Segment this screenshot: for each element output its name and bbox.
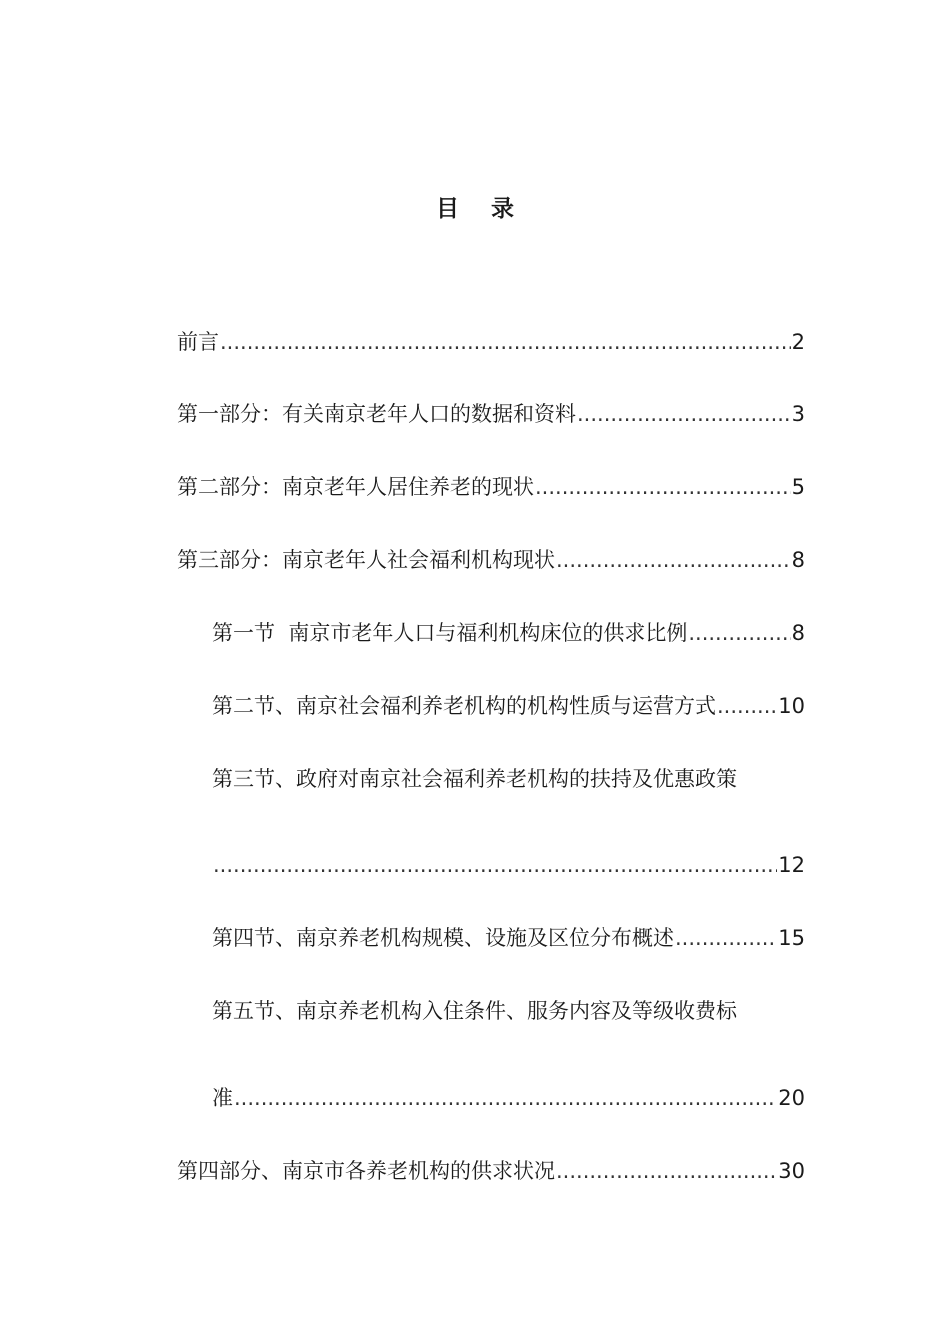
toc-entry-label: 第三部分：南京老年人社会福利机构现状 <box>177 548 555 572</box>
toc-entry-page: 3 <box>791 402 805 426</box>
toc-entry-page: 15 <box>778 926 805 950</box>
toc-entry-section-4[interactable] <box>212 921 805 955</box>
toc-entry-label: 第一节 南京市老年人口与福利机构床位的供求比例 <box>212 621 688 645</box>
toc-entry-label: 前言 <box>177 330 219 354</box>
dot-leader <box>234 1081 777 1115</box>
toc-entry-page: 30 <box>778 1159 805 1183</box>
toc-entry-part-3[interactable] <box>177 543 805 577</box>
toc-entry-section-1[interactable] <box>212 616 805 650</box>
toc-entry-label: 第四部分、南京市各养老机构的供求状况 <box>177 1159 555 1183</box>
toc-entry-label: 第二节、南京社会福利养老机构的机构性质与运营方式 <box>212 694 716 718</box>
dot-leader <box>220 325 791 359</box>
dot-leader <box>556 1154 777 1188</box>
toc-entry-section-2[interactable] <box>212 689 805 723</box>
toc-entry-part-4[interactable] <box>177 1154 805 1188</box>
toc-entry-label: 第一部分：有关南京老年人口的数据和资料 <box>177 402 576 426</box>
toc-entry-section-3-line1[interactable]: 第三节、政府对南京社会福利养老机构的扶持及优惠政策 <box>212 767 737 791</box>
toc-entry-page: 8 <box>791 621 805 645</box>
dot-leader <box>213 848 777 882</box>
toc-entry-label: 第四节、南京养老机构规模、设施及区位分布概述 <box>212 926 674 950</box>
toc-entry-part-1[interactable] <box>177 397 805 431</box>
toc-entry-section-5[interactable] <box>212 1081 805 1115</box>
dot-leader <box>535 470 791 504</box>
toc-entry-page: 2 <box>791 330 805 354</box>
toc-entry-page: 10 <box>778 694 805 718</box>
toc-title: 目 录 <box>435 196 526 222</box>
toc-entry-page: 5 <box>791 475 805 499</box>
toc-entry-page: 12 <box>778 853 805 877</box>
dot-leader <box>688 616 790 650</box>
toc-entry-preface[interactable] <box>177 325 805 359</box>
toc-entry-page: 8 <box>791 548 805 572</box>
dot-leader <box>556 543 791 577</box>
toc-entry-section-5-line1[interactable]: 第五节、南京养老机构入住条件、服务内容及等级收费标 <box>212 999 737 1023</box>
dot-leader <box>577 397 791 431</box>
toc-entry-label: 第二部分：南京老年人居住养老的现状 <box>177 475 534 499</box>
toc-entry-page: 20 <box>778 1086 805 1110</box>
dot-leader <box>675 921 777 955</box>
toc-entry-label-cont: 准 <box>212 1086 233 1110</box>
toc-entry-part-2[interactable] <box>177 470 805 504</box>
toc-entry-section-3[interactable] <box>212 848 805 882</box>
dot-leader <box>717 689 777 723</box>
